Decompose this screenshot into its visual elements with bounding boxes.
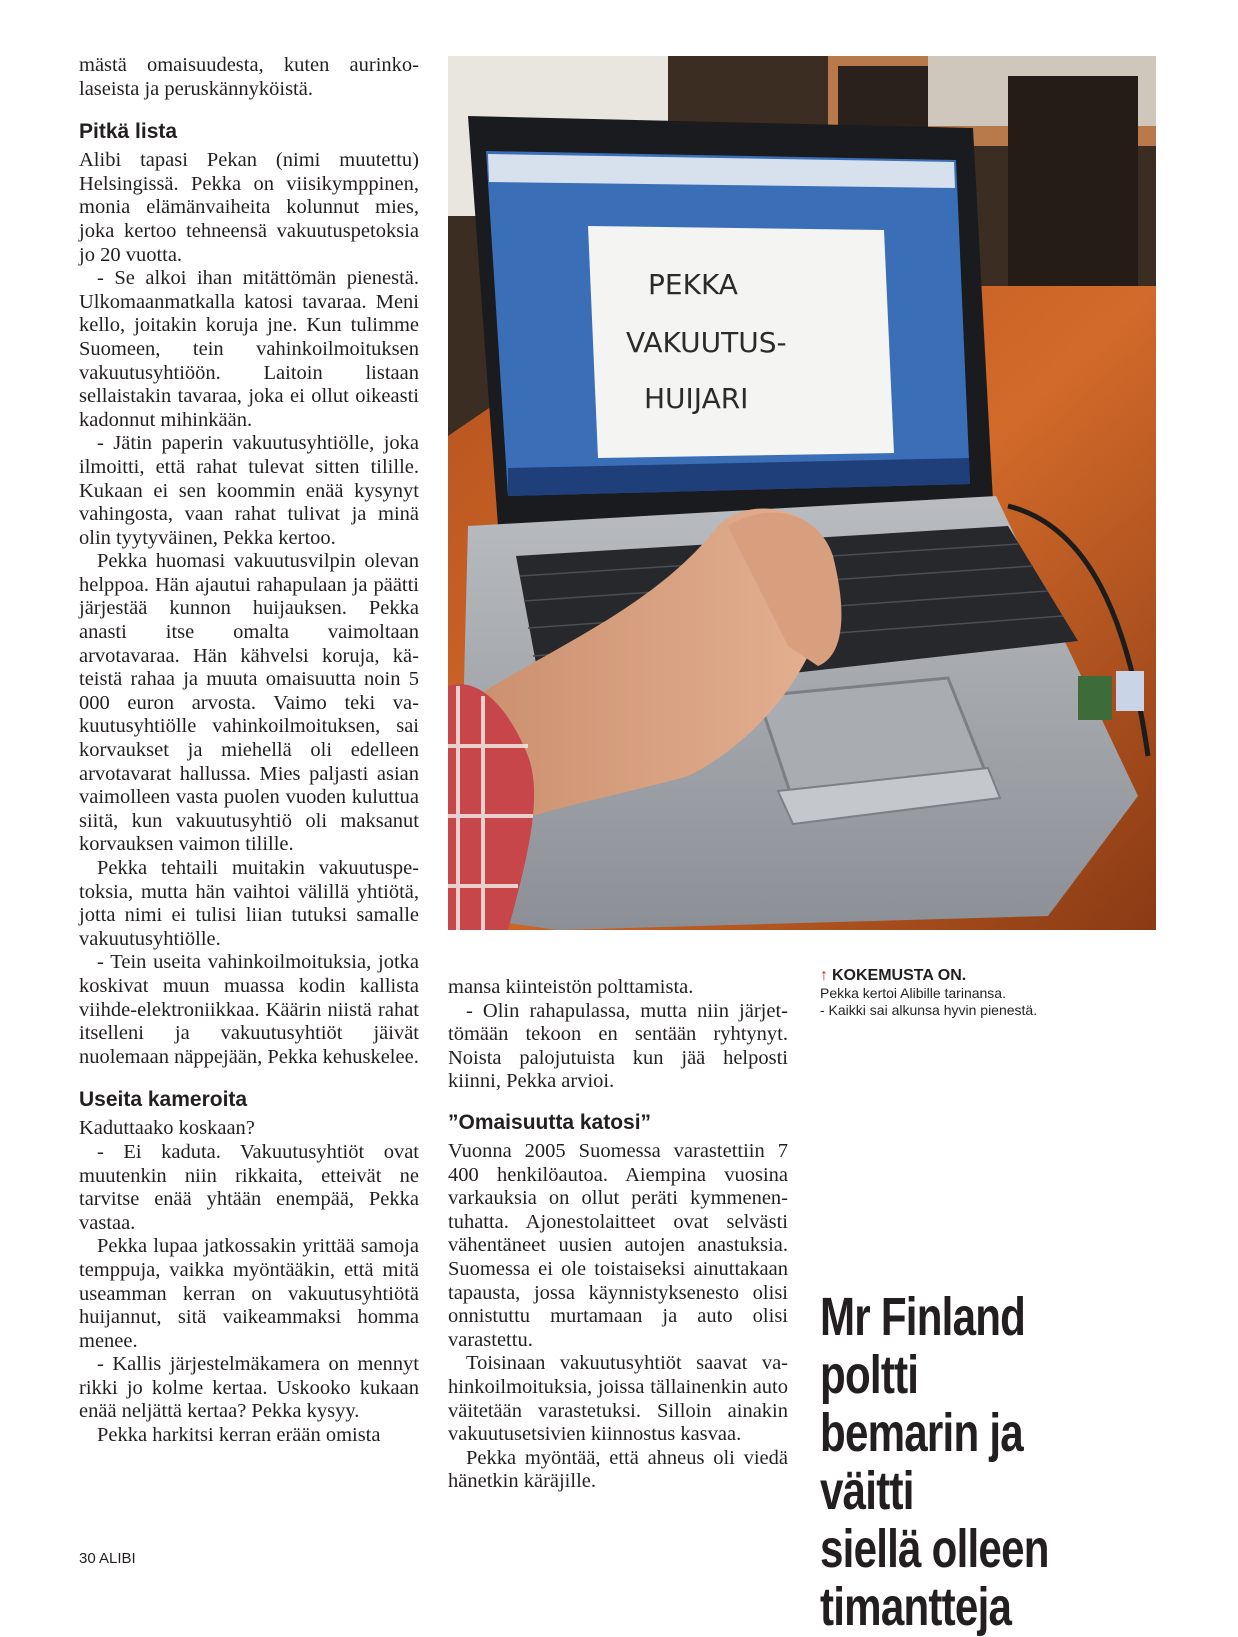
paragraph: - Ei kaduta. Vakuutusyhtiöt ovat muutenkin niin rikkaita, etteivät ne tarvitse enää yhtään enempää, Pekka vastaa. bbox=[79, 1140, 419, 1234]
pull-quote-line: siellä olleen bbox=[820, 1519, 1049, 1579]
paragraph: Alibi tapasi Pekan (nimi muutettu) Helsingissä. Pekka on viisikymppinen, monia elämänvaiheita kolunnut mies, joka kertoo tehneensä vakuutuspetoksia jo 20 vuotta. bbox=[79, 149, 419, 266]
pull-quote-line: timantteja bbox=[820, 1577, 1012, 1637]
screen-text-line-1: PEKKA bbox=[648, 268, 738, 301]
photo-caption bbox=[820, 966, 1150, 1019]
paragraph: Pekka lupaa jatkossakin yrittää samoja temppuja, vaikka myöntääkin, että mitä useamman kerran on vakuutusyhtiötä huijannut, sitä vaikeammaksi homma menee. bbox=[79, 1235, 419, 1352]
paragraph: - Jätin paperin vakuutusyhtiölle, joka ilmoitti, että rahat tulevat sitten tilille. Kukaan ei sen koommin enää kysynyt vahingosta, vaan rahat tulivat ja minä olin tyytyväinen, Pekka kertoo. bbox=[79, 432, 419, 549]
arrow-up-icon: ↑ bbox=[820, 967, 828, 984]
screen-text-line-2: VAKUUTUS- bbox=[626, 326, 787, 359]
pull-quote-line: bemarin ja väitti bbox=[820, 1403, 1023, 1521]
caption-line: - Kaikki sai alkunsa hyvin pienestä. bbox=[820, 1002, 1038, 1018]
paragraph: Vuonna 2005 Suomessa varastettiin 7 400 henkilöautoa. Aiempina vuosina varkauksia on ollut peräti kymmenentuhatta. Ajonestolaitteet ovat selvästi vähentäneet uusien autojen anastuksia. Suomessa ei ole toistaiseksi ainuttakaan tapausta, jossa käynnistyksenesto olisi onnistuttu murtamaan ja auto olisi varastettu. bbox=[448, 1139, 788, 1351]
paragraph: mansa kiinteistön polttamista. bbox=[448, 976, 694, 998]
laptop-photo bbox=[448, 56, 1156, 930]
paragraph: Pekka harkitsi kerran erään omista bbox=[97, 1424, 381, 1447]
caption-heading: ↑ KOKEMUSTA ON. bbox=[820, 967, 967, 984]
subheading-useita-kameroita: Useita kameroita bbox=[79, 1088, 248, 1112]
paragraph: mästä omaisuudesta, kuten aurinkolaseista ja peruskännyköistä. bbox=[79, 54, 419, 100]
paragraph: Kaduttaako koskaan? bbox=[79, 1117, 255, 1140]
page-number: 30 ALIBI bbox=[79, 1550, 136, 1567]
paragraph: - Se alkoi ihan mitättömän pienestä. Ulkomaanmatkalla katosi tavaraa. Meni kello, joitakin koruja jne. Kun tulimme Suomeen, tein vahinkoilmoituksen vakuutusyhtiöön. Laitoin listaan sellaistakin tavaraa, joka ei ollut oikeasti kadonnut mihinkään. bbox=[79, 267, 419, 431]
paragraph: Pekka huomasi vakuutusvilpin olevan helppoa. Hän ajautui rahapulaan ja päätti järjestää kunnon huijauksen. Pekka anasti itse omalta vaimoltaan arvotavaraa. Hän kähvelsi koruja, käteistä rahaa ja muuta omaisuutta noin 5 000 euron arvosta. Vaimo teki vakuutusyhtiölle vahinkoilmoituksen, sai korvaukset ja miehellä oli edelleen arvotavarat hallussa. Mies paljasti asian vaimolleen vasta puolen vuoden kuluttua siitä, kun vakuutusyhtiö oli maksanut korvauksen vaimon tilille. bbox=[79, 550, 419, 856]
caption-line: Pekka kertoi Alibille tarinansa. bbox=[820, 985, 1006, 1001]
screen-text-line-3: HUIJARI bbox=[644, 382, 749, 415]
paragraph: Pekka myöntää, että ahneus oli viedä hänetkin käräjille. bbox=[448, 1446, 788, 1493]
subheading-pitka-lista: Pitkä lista bbox=[79, 120, 178, 144]
subheading-omaisuutta-katosi: ”Omaisuutta katosi” bbox=[448, 1110, 652, 1134]
paragraph: - Kallis järjestelmäkamera on mennyt rikki jo kolme kertaa. Uskooko kukaan enää neljättä kertaa? Pekka kysyy. bbox=[79, 1353, 419, 1423]
pull-quote-line: Mr Finland poltti bbox=[820, 1287, 1026, 1405]
article-column-left bbox=[79, 54, 419, 1448]
pull-quote bbox=[820, 1288, 1085, 1636]
article-column-middle bbox=[448, 976, 788, 1494]
paragraph: - Olin rahapulassa, mutta niin järjettömään tekoon en sentään ryhtynyt. Noista palojutuista kun jää helposti kiinni, Pekka arvioi. bbox=[448, 999, 788, 1093]
paragraph: Pekka tehtaili muitakin vakuutuspetoksia, mutta hän vaihtoi välillä yhtiötä, jotta nimi ei tulisi liian tutuksi samalle vakuutusyhtiölle. bbox=[79, 857, 419, 950]
paragraph: Toisinaan vakuutusyhtiöt saavat vahinkoilmoituksia, joissa tällainenkin auto väitetään varastetuksi. Silloin ainakin vakuutusetsivien kiinnostus kasvaa. bbox=[448, 1352, 788, 1446]
paragraph: - Tein useita vahinkoilmoituksia, jotka koskivat muun muassa kodin kallista viihde-elektroniikkaa. Käärin niistä rahat itselleni ja vakuutusyhtiöt jäivät nuolemaan näppejään, Pekka kehuskelee. bbox=[79, 951, 419, 1068]
